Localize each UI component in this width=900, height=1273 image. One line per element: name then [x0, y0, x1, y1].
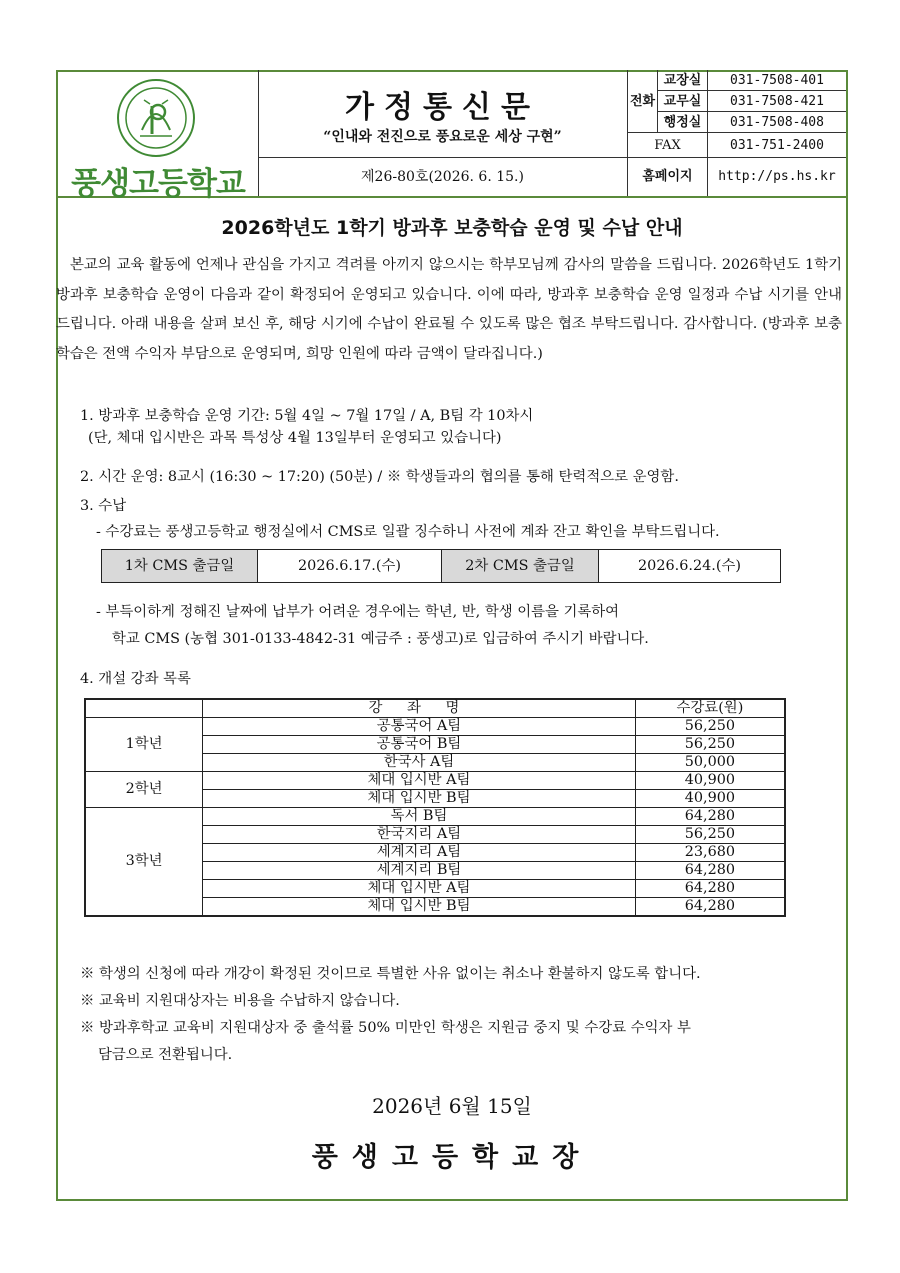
- fee-cell: 56,250: [635, 718, 785, 736]
- fee-cell: 50,000: [635, 754, 785, 772]
- intro-text: 본교의 교육 활동에 언제나 관심을 가지고 격려를 아끼지 않으시는 학부모님께 감사의 말씀을 드립니다. 2026학년도 1학기 방과후 보충학습 운영이 다음과 같이 확정되어 운영되고 있습니다. 이에 따라, 방과후 보충학습 운영 일정과 수납 시기를 안내드립니다. 아래 내용을 살펴 보신 후, 해당 시기에 수납이 완료될 수 있도록 많은 협조 부탁드립니다. 감사합니다. (방과후 보충학습은 전액 수익자 부담으로 운영되며, 희망 인원에 따라 금액이 달라집니다.): [56, 257, 842, 362]
- course-cell: 세계지리 B팀: [203, 862, 636, 880]
- fee-cell: 56,250: [635, 826, 785, 844]
- fee-cell: 64,280: [635, 808, 785, 826]
- letterhead: [56, 70, 848, 202]
- contact-table: [628, 70, 846, 196]
- course-table: [84, 698, 786, 917]
- grade-cell: 1학년: [85, 718, 203, 772]
- late-payment-note: - 부득이하게 정해진 날짜에 납부가 어려운 경우에는 학년, 반, 학생 이름을 기록하여: [96, 604, 620, 620]
- course-cell: 독서 B팀: [203, 808, 636, 826]
- school-slogan: “인내와 전진으로 풍요로운 세상 구현”: [323, 129, 562, 145]
- course-cell: 체대 입시반 A팀: [203, 880, 636, 898]
- payment-note: - 수강료는 풍생고등학교 행정실에서 CMS로 일괄 징수하니 사전에 계좌 잔고 확인을 부탁드립니다.: [96, 524, 720, 540]
- course-cell: 공통국어 B팀: [203, 736, 636, 754]
- grade-cell: 2학년: [85, 772, 203, 808]
- fee-cell: 40,900: [635, 790, 785, 808]
- phone-label: 전화: [628, 70, 658, 133]
- table-row: [85, 718, 785, 736]
- course-cell: 한국사 A팀: [203, 754, 636, 772]
- fee-cell: 64,280: [635, 898, 785, 917]
- table-row: [85, 772, 785, 790]
- school-name-logo: 풍생고등학교: [71, 166, 245, 202]
- course-cell: 체대 입시반 B팀: [203, 898, 636, 917]
- course-cell: 한국지리 A팀: [203, 826, 636, 844]
- fee-cell: 40,900: [635, 772, 785, 790]
- note-support: ※ 교육비 지원대상자는 비용을 수납하지 않습니다.: [80, 993, 400, 1009]
- cms-second-label: 2차 CMS 출금일: [442, 550, 599, 582]
- table-header-course: 강 좌 명: [203, 699, 636, 718]
- fee-cell: 56,250: [635, 736, 785, 754]
- grade-cell: 3학년: [85, 808, 203, 917]
- cms-first-date: 2026.6.17.(수): [258, 550, 442, 582]
- contact-label: 교무실: [658, 91, 708, 112]
- main-title: 2026학년도 1학기 방과후 보충학습 운영 및 수납 안내: [221, 217, 683, 239]
- fax-label: FAX: [628, 133, 708, 158]
- homepage-link[interactable]: http://ps.hs.kr: [718, 169, 836, 184]
- table-row: [85, 808, 785, 826]
- fee-cell: 64,280: [635, 880, 785, 898]
- principal-signature: 풍생고등학교장: [311, 1142, 593, 1173]
- intro-paragraph: [56, 251, 842, 369]
- fee-cell: 64,280: [635, 862, 785, 880]
- table-header-row: [85, 699, 785, 718]
- table-header-fee: 수강료(원): [635, 699, 785, 718]
- contact-value: 031-7508-401: [708, 70, 846, 91]
- fee-cell: 23,680: [635, 844, 785, 862]
- late-payment-account: 학교 CMS (농협 301-0133-4842-31 예금주 : 풍생고)로 입금하여 주시기 바랍니다.: [112, 631, 649, 647]
- courses-heading: 4. 개설 강좌 목록: [80, 671, 191, 687]
- logo-cell: [56, 70, 259, 202]
- note-attendance: ※ 방과후학교 교육비 지원대상자 중 출석률 50% 미만인 학생은 지원금 중지 및 수강료 수익자 부: [80, 1020, 691, 1036]
- title-cell: [258, 70, 628, 158]
- course-cell: 체대 입시반 A팀: [203, 772, 636, 790]
- payment-item: 3. 수납: [80, 498, 127, 514]
- course-cell: 세계지리 A팀: [203, 844, 636, 862]
- newsletter-title: 가정통신문: [345, 90, 540, 125]
- note-refund: ※ 학생의 신청에 따라 개강이 확정된 것이므로 특별한 사유 없이는 취소나 환불하지 않도록 합니다.: [80, 966, 701, 982]
- period-item: 1. 방과후 보충학습 운영 기간: 5월 4일 ~ 7월 17일 / A, B팀 각 10차시: [80, 408, 534, 424]
- contact-value: 031-7508-408: [708, 112, 846, 133]
- homepage-label: 홈페이지: [628, 158, 708, 196]
- issue-number: 제26-80호(2026. 6. 15.): [258, 158, 628, 196]
- time-item: 2. 시간 운영: 8교시 (16:30 ~ 17:20) (50분) / ※ 학생들과의 협의를 통해 탄력적으로 운영함.: [80, 469, 679, 485]
- school-seal-icon: [116, 78, 196, 158]
- cms-second-date: 2026.6.24.(수): [638, 558, 741, 574]
- table-header-grade: [85, 699, 203, 718]
- course-cell: 공통국어 A팀: [203, 718, 636, 736]
- cms-first-label: 1차 CMS 출금일: [102, 550, 258, 582]
- contact-label: 행정실: [658, 112, 708, 133]
- issue-date: 2026년 6월 15일: [372, 1094, 532, 1118]
- course-cell: 체대 입시반 B팀: [203, 790, 636, 808]
- period-note: (단, 체대 입시반은 과목 특성상 4월 13일부터 운영되고 있습니다): [88, 430, 502, 446]
- cms-schedule-table: [101, 549, 781, 583]
- contact-label: 교장실: [658, 70, 708, 91]
- contact-value: 031-7508-421: [708, 91, 846, 112]
- note-attendance-cont: 담금으로 전환됩니다.: [98, 1047, 233, 1063]
- fax-value: 031-751-2400: [708, 133, 846, 158]
